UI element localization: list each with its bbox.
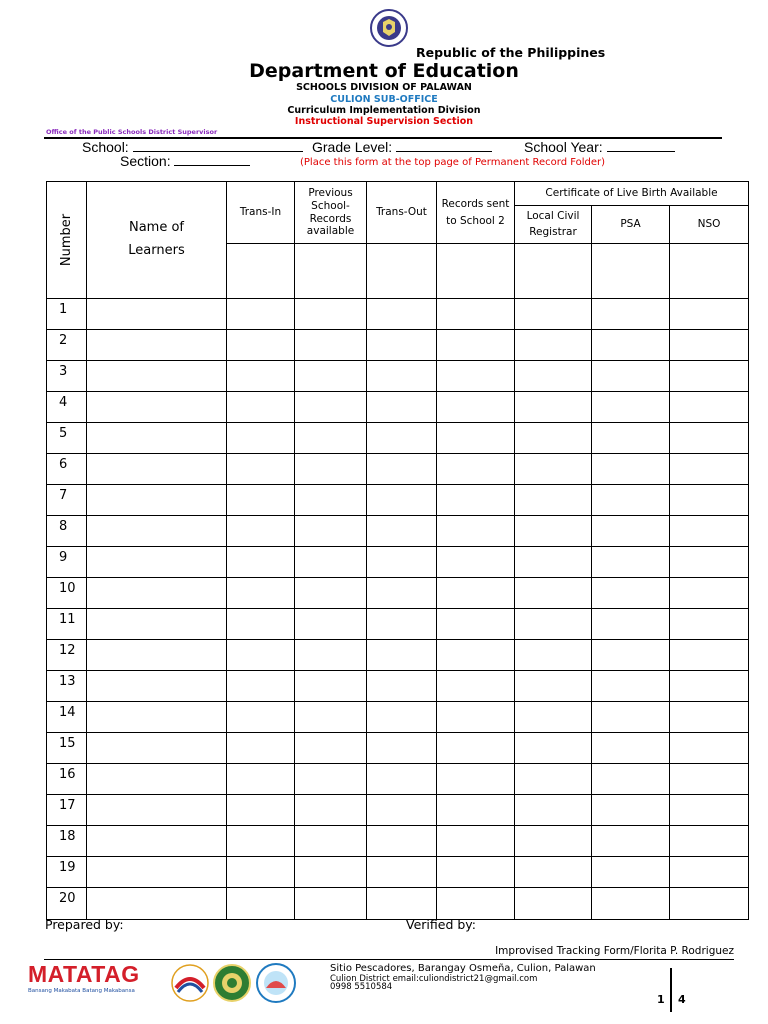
table-cell[interactable] — [437, 516, 515, 547]
table-cell[interactable] — [295, 764, 367, 795]
table-cell[interactable] — [515, 578, 592, 609]
table-cell[interactable] — [437, 361, 515, 392]
table-row — [47, 299, 749, 330]
prepared-by-label: Prepared by: — [45, 917, 124, 932]
table-cell[interactable] — [295, 702, 367, 733]
table-cell[interactable] — [515, 423, 592, 454]
table-cell[interactable] — [515, 702, 592, 733]
table-row — [47, 671, 749, 702]
table-cell[interactable] — [87, 578, 227, 609]
row-number: 11 — [47, 609, 87, 640]
row-number: 16 — [47, 764, 87, 795]
local-civil-label: Local Civil Registrar — [526, 209, 580, 238]
table-cell[interactable] — [515, 299, 592, 330]
table-row — [47, 826, 749, 857]
table-cell[interactable] — [227, 361, 295, 392]
table-cell[interactable] — [367, 857, 437, 888]
table-cell[interactable] — [227, 671, 295, 702]
table-cell[interactable] — [437, 764, 515, 795]
table-cell[interactable] — [87, 826, 227, 857]
email-line: Culion District email:culiondistrict21@gmail.com — [330, 973, 538, 984]
number-header-label: Number — [58, 213, 74, 267]
table-cell[interactable] — [227, 299, 295, 330]
deped-seal-icon — [362, 8, 416, 48]
table-cell[interactable] — [367, 640, 437, 671]
table-row — [47, 361, 749, 392]
table-cell[interactable] — [295, 640, 367, 671]
cid-label: Curriculum Implementation Division — [287, 105, 481, 116]
table-row — [47, 857, 749, 888]
trans-in-header — [227, 182, 295, 244]
row-number: 5 — [47, 423, 87, 454]
table-cell[interactable] — [367, 516, 437, 547]
table-cell[interactable] — [592, 392, 670, 423]
table-cell[interactable] — [87, 392, 227, 423]
page-separator — [670, 968, 672, 1012]
table-cell[interactable] — [295, 795, 367, 826]
table-cell[interactable] — [670, 516, 749, 547]
bagong-pilipinas-logo-icon — [172, 965, 208, 1001]
learners-table — [46, 181, 749, 920]
section-unit-label: Instructional Supervision Section — [294, 116, 474, 127]
grade-level-label: Grade Level: — [312, 139, 393, 155]
table-cell[interactable] — [367, 578, 437, 609]
previous-records-label: Previous School-Records available — [306, 187, 355, 238]
section-label: Section: — [120, 153, 171, 169]
cert-group-header — [515, 182, 749, 206]
table-cell[interactable] — [87, 702, 227, 733]
footer-divider — [44, 959, 734, 960]
table-cell[interactable] — [515, 454, 592, 485]
row-number: 19 — [47, 857, 87, 888]
matatag-logo-icon — [28, 963, 140, 994]
table-cell[interactable] — [367, 888, 437, 920]
table-cell[interactable] — [670, 609, 749, 640]
table-cell[interactable] — [295, 330, 367, 361]
cert-group-label: Certificate of Live Birth Available — [545, 187, 718, 200]
header-blank-cell — [367, 244, 437, 299]
table-cell[interactable] — [87, 423, 227, 454]
page-total: 4 — [678, 993, 686, 1006]
table-cell[interactable] — [295, 888, 367, 920]
table-cell[interactable] — [437, 609, 515, 640]
table-cell[interactable] — [227, 826, 295, 857]
table-row — [47, 423, 749, 454]
table-cell[interactable] — [437, 485, 515, 516]
table-cell[interactable] — [437, 857, 515, 888]
nso-label: NSO — [697, 218, 721, 231]
nso-header — [670, 206, 749, 244]
table-cell[interactable] — [227, 764, 295, 795]
table-row — [47, 764, 749, 795]
table-cell[interactable] — [367, 361, 437, 392]
table-cell[interactable] — [367, 609, 437, 640]
table-cell[interactable] — [670, 702, 749, 733]
row-number: 15 — [47, 733, 87, 764]
table-cell[interactable] — [367, 299, 437, 330]
table-cell[interactable] — [87, 361, 227, 392]
table-cell[interactable] — [367, 454, 437, 485]
table-cell[interactable] — [295, 609, 367, 640]
table-cell[interactable] — [592, 423, 670, 454]
division-label: SCHOOLS DIVISION OF PALAWAN — [296, 82, 472, 93]
table-cell[interactable] — [437, 423, 515, 454]
table-cell[interactable] — [87, 857, 227, 888]
school-year-label: School Year: — [524, 139, 603, 155]
table-cell[interactable] — [515, 330, 592, 361]
table-cell[interactable] — [87, 795, 227, 826]
table-cell[interactable] — [592, 361, 670, 392]
table-cell[interactable] — [670, 485, 749, 516]
table-row — [47, 640, 749, 671]
table-cell[interactable] — [592, 299, 670, 330]
address-block — [330, 964, 596, 992]
row-number: 10 — [47, 578, 87, 609]
name-header-label: Name of Learners — [128, 220, 185, 258]
table-cell[interactable] — [592, 578, 670, 609]
table-cell[interactable] — [437, 826, 515, 857]
table-cell[interactable] — [367, 423, 437, 454]
previous-records-header — [295, 182, 367, 244]
table-cell[interactable] — [670, 547, 749, 578]
table-cell[interactable] — [437, 299, 515, 330]
table-cell[interactable] — [87, 888, 227, 920]
table-cell[interactable] — [437, 547, 515, 578]
district-logo-icon — [257, 964, 295, 1002]
partner-logos — [170, 962, 300, 1004]
table-cell[interactable] — [437, 671, 515, 702]
row-number: 12 — [47, 640, 87, 671]
table-cell[interactable] — [515, 764, 592, 795]
table-cell[interactable] — [592, 826, 670, 857]
table-cell[interactable] — [295, 516, 367, 547]
row-number: 14 — [47, 702, 87, 733]
table-cell[interactable] — [295, 454, 367, 485]
table-cell[interactable] — [515, 547, 592, 578]
row-number: 4 — [47, 392, 87, 423]
table-cell[interactable] — [227, 578, 295, 609]
table-cell[interactable] — [295, 733, 367, 764]
table-cell[interactable] — [367, 671, 437, 702]
table-cell[interactable] — [670, 423, 749, 454]
table-row — [47, 547, 749, 578]
row-number: 2 — [47, 330, 87, 361]
table-cell[interactable] — [295, 392, 367, 423]
table-cell[interactable] — [515, 795, 592, 826]
table-cell[interactable] — [592, 857, 670, 888]
school-year-blank[interactable] — [607, 140, 675, 152]
table-cell[interactable] — [295, 485, 367, 516]
row-number: 9 — [47, 547, 87, 578]
table-cell[interactable] — [592, 888, 670, 920]
learner-rows — [47, 299, 749, 920]
table-cell[interactable] — [87, 485, 227, 516]
matatag-tagline: Bansang Makabata Batang Makabansa — [28, 988, 135, 994]
table-cell[interactable] — [227, 609, 295, 640]
table-cell[interactable] — [367, 485, 437, 516]
table-cell[interactable] — [367, 826, 437, 857]
table-cell[interactable] — [515, 888, 592, 920]
table-cell[interactable] — [670, 361, 749, 392]
table-row — [47, 485, 749, 516]
table-row — [47, 578, 749, 609]
office-label: Office of the Public Schools District Supervisor — [46, 128, 218, 136]
header-blank-cell — [592, 244, 670, 299]
table-cell[interactable] — [592, 454, 670, 485]
matatag-wordmark: MATATAG — [28, 961, 140, 987]
header-blank-cell — [227, 244, 295, 299]
grade-level-blank[interactable] — [396, 140, 492, 152]
table-cell[interactable] — [227, 888, 295, 920]
table-cell[interactable] — [87, 764, 227, 795]
table-row — [47, 330, 749, 361]
row-number: 6 — [47, 454, 87, 485]
table-cell[interactable] — [295, 547, 367, 578]
header-blank-cell — [515, 244, 592, 299]
table-cell[interactable] — [295, 361, 367, 392]
table-cell[interactable] — [295, 423, 367, 454]
table-cell[interactable] — [670, 454, 749, 485]
table-cell[interactable] — [592, 795, 670, 826]
table-cell[interactable] — [515, 485, 592, 516]
header-blank-cell — [437, 244, 515, 299]
table-cell[interactable] — [515, 640, 592, 671]
school-year-field[interactable] — [524, 139, 675, 155]
grade-level-field[interactable] — [312, 139, 492, 155]
section-blank[interactable] — [174, 154, 250, 166]
table-cell[interactable] — [367, 795, 437, 826]
table-cell[interactable] — [670, 640, 749, 671]
table-cell[interactable] — [670, 671, 749, 702]
table-row — [47, 795, 749, 826]
row-number: 1 — [47, 299, 87, 330]
table-cell[interactable] — [227, 733, 295, 764]
table-cell[interactable] — [592, 702, 670, 733]
table-cell[interactable] — [367, 392, 437, 423]
row-number: 7 — [47, 485, 87, 516]
table-cell[interactable] — [295, 299, 367, 330]
table-cell[interactable] — [670, 392, 749, 423]
table-cell[interactable] — [515, 671, 592, 702]
table-cell[interactable] — [227, 423, 295, 454]
table-cell[interactable] — [670, 299, 749, 330]
instruction-note: (Place this form at the top page of Permanent Record Folder) — [300, 157, 606, 168]
table-cell[interactable] — [227, 795, 295, 826]
table-row — [47, 392, 749, 423]
table-cell[interactable] — [670, 826, 749, 857]
table-cell[interactable] — [515, 516, 592, 547]
table-cell[interactable] — [592, 485, 670, 516]
table-cell[interactable] — [515, 733, 592, 764]
table-cell[interactable] — [367, 764, 437, 795]
table-row — [47, 516, 749, 547]
table-cell[interactable] — [437, 733, 515, 764]
table-cell[interactable] — [87, 733, 227, 764]
table-cell[interactable] — [592, 516, 670, 547]
table-cell[interactable] — [227, 485, 295, 516]
table-cell[interactable] — [437, 888, 515, 920]
row-number: 18 — [47, 826, 87, 857]
table-cell[interactable] — [437, 330, 515, 361]
row-number: 13 — [47, 671, 87, 702]
header-blank-cell — [295, 244, 367, 299]
table-cell[interactable] — [515, 609, 592, 640]
tracking-form-label: Improvised Tracking Form/Florita P. Rodriguez — [495, 945, 734, 957]
psa-header — [592, 206, 670, 244]
psa-label: PSA — [620, 218, 641, 231]
table-row — [47, 888, 749, 920]
table-cell[interactable] — [670, 888, 749, 920]
local-civil-header — [515, 206, 592, 244]
table-row — [47, 733, 749, 764]
table-cell[interactable] — [437, 392, 515, 423]
sub-office-label: CULION SUB-OFFICE — [330, 94, 438, 105]
table-cell[interactable] — [515, 857, 592, 888]
table-cell[interactable] — [592, 671, 670, 702]
trans-in-label: Trans-In — [239, 206, 282, 219]
name-header — [87, 182, 227, 299]
table-cell[interactable] — [592, 640, 670, 671]
table-cell[interactable] — [87, 299, 227, 330]
row-number: 3 — [47, 361, 87, 392]
table-cell[interactable] — [437, 702, 515, 733]
table-cell[interactable] — [227, 857, 295, 888]
table-cell[interactable] — [227, 330, 295, 361]
republic-label: Republic of the Philippines — [416, 45, 606, 60]
table-cell[interactable] — [515, 392, 592, 423]
number-header — [47, 182, 87, 299]
table-cell[interactable] — [592, 547, 670, 578]
row-number: 8 — [47, 516, 87, 547]
table-cell[interactable] — [87, 640, 227, 671]
table-cell[interactable] — [670, 733, 749, 764]
page-number: 1 — [657, 993, 665, 1006]
table-cell[interactable] — [227, 516, 295, 547]
table-cell[interactable] — [87, 671, 227, 702]
table-cell[interactable] — [227, 640, 295, 671]
table-cell[interactable] — [367, 547, 437, 578]
table-cell[interactable] — [592, 609, 670, 640]
table-cell[interactable] — [87, 516, 227, 547]
trans-out-label: Trans-Out — [376, 206, 427, 219]
table-cell[interactable] — [670, 578, 749, 609]
table-cell[interactable] — [437, 640, 515, 671]
table-cell[interactable] — [295, 826, 367, 857]
table-cell[interactable] — [515, 826, 592, 857]
table-row — [47, 702, 749, 733]
table-cell[interactable] — [87, 454, 227, 485]
table-cell[interactable] — [515, 361, 592, 392]
table-cell[interactable] — [295, 578, 367, 609]
table-cell[interactable] — [87, 330, 227, 361]
records-sent-header — [437, 182, 515, 244]
section-field[interactable] — [120, 153, 250, 169]
table-cell[interactable] — [592, 764, 670, 795]
table-cell[interactable] — [367, 733, 437, 764]
school-blank[interactable] — [133, 140, 303, 152]
records-sent-label: Records sent to School 2 — [441, 197, 510, 227]
table-cell[interactable] — [227, 454, 295, 485]
table-cell[interactable] — [227, 392, 295, 423]
table-row — [47, 454, 749, 485]
row-number: 17 — [47, 795, 87, 826]
division-seal-icon — [214, 965, 250, 1001]
table-cell[interactable] — [87, 609, 227, 640]
table-cell[interactable] — [367, 330, 437, 361]
table-row — [47, 609, 749, 640]
table-cell[interactable] — [295, 671, 367, 702]
table-cell[interactable] — [227, 547, 295, 578]
header-blank-cell — [670, 244, 749, 299]
table-cell[interactable] — [670, 795, 749, 826]
table-cell[interactable] — [87, 547, 227, 578]
table-cell[interactable] — [592, 733, 670, 764]
school-label: School: — [82, 139, 129, 155]
table-cell[interactable] — [670, 764, 749, 795]
trans-out-header — [367, 182, 437, 244]
verified-by-label: Verified by: — [406, 917, 476, 932]
address-line: Sitio Pescadores, Barangay Osmeña, Culion, Palawan — [330, 963, 596, 974]
table-cell[interactable] — [670, 330, 749, 361]
table-cell[interactable] — [437, 578, 515, 609]
table-cell[interactable] — [227, 702, 295, 733]
table-cell[interactable] — [367, 702, 437, 733]
table-cell[interactable] — [437, 795, 515, 826]
table-cell[interactable] — [295, 857, 367, 888]
phone-line: 0998 5510584 — [330, 982, 393, 993]
row-number: 20 — [47, 888, 87, 920]
department-title: Department of Education — [249, 60, 519, 82]
table-cell[interactable] — [670, 857, 749, 888]
table-cell[interactable] — [437, 454, 515, 485]
table-cell[interactable] — [592, 330, 670, 361]
